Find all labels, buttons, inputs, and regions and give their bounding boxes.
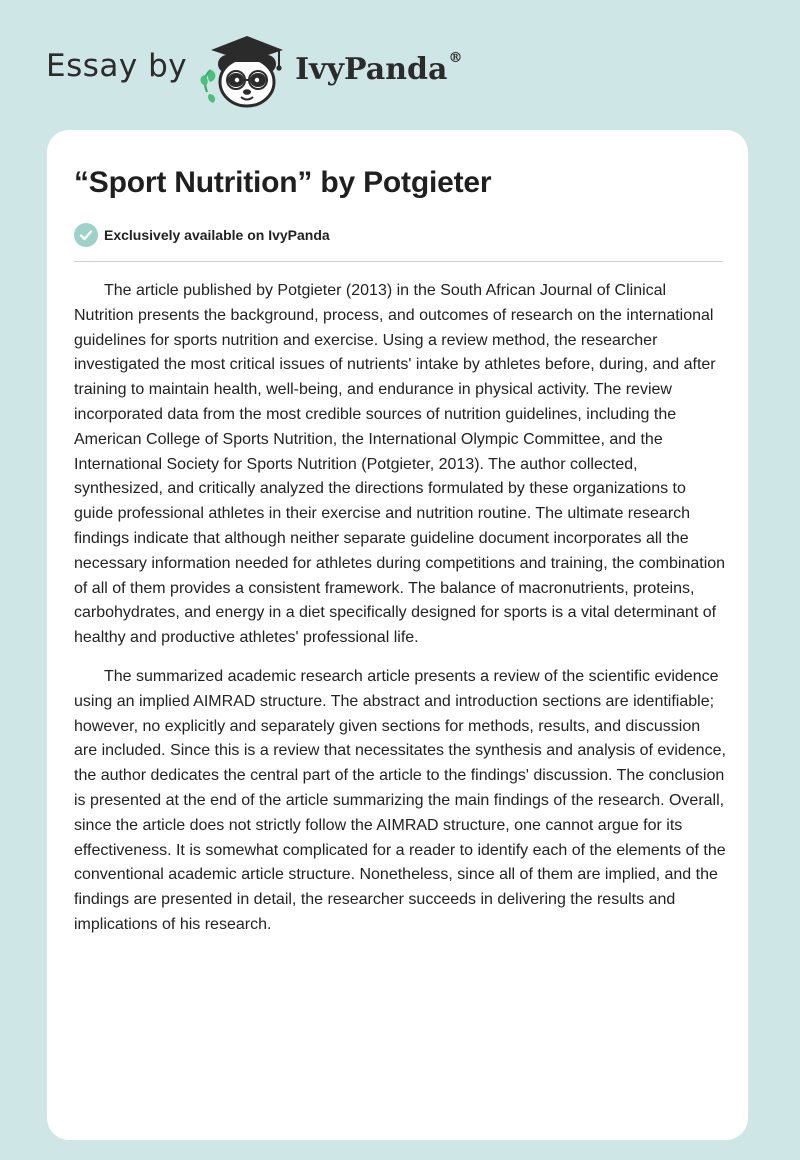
paragraph: The article published by Potgieter (2013) in the South African Journal of Clinical Nutrition presents the background, process, and outcomes of research on the international guidelines for sports nutrition and exercise. Using a review method, the researcher investigated the most critical issues of nutrients' intake by athletes before, during, and after training to maintain health, well-being, and endurance in physical activity. The review incorporated data from the most credible sources of nutrition guidelines, including the American College of Sports Nutrition, the International Olympic Committee, and the International Society for Sports Nutrition (Potgieter, 2013). The author collected, synthesized, and critically analyzed the directions formulated by these organizations to guide professional athletes in their exercise and nutrition routine. The ultimate research findings indicate that although neither separate guideline document incorporates all the necessary information needed for athletes during competitions and training, the combination of all of them provides a consistent framework. The balance of macronutrients, proteins, carbohydrates, and energy in a diet specifically designed for sports is a vital determinant of healthy and productive athletes' professional life. (74, 282, 726, 647)
essay-by-label: Essay by (46, 48, 188, 84)
exclusive-badge (74, 223, 330, 247)
check-circle-icon (74, 223, 98, 247)
page-title: “Sport Nutrition” by Potgieter (74, 166, 492, 199)
essay-card (47, 130, 748, 1140)
paragraph: The summarized academic research article presents a review of the scientific evidence using an implied AIMRAD structure. The abstract and introduction sections are identifiable; however, no explicitly and separately given sections for methods, results, and discussion are included. Since this is a review that necessitates the synthesis and analysis of evidence, the author dedicates the central part of the article to the findings' discussion. The conclusion is presented at the end of the article summarizing the main findings of the research. Overall, since the article does not strictly follow the AIMRAD structure, one cannot argue for its effectiveness. It is somewhat complicated for a reader to identify each of the elements of the conventional academic article structure. Nonetheless, since all of them are implied, and the findings are presented in detail, the researcher succeeds in delivering the results and implications of his research. (74, 667, 726, 933)
site-header (46, 30, 462, 110)
essay-body (74, 279, 726, 952)
divider (74, 261, 723, 262)
exclusive-badge-label: Exclusively available on IvyPanda (104, 227, 330, 243)
registered-mark: ® (448, 49, 463, 66)
brand-name[interactable]: IvyPanda® (295, 49, 463, 87)
panda-graduate-icon[interactable] (197, 30, 289, 110)
